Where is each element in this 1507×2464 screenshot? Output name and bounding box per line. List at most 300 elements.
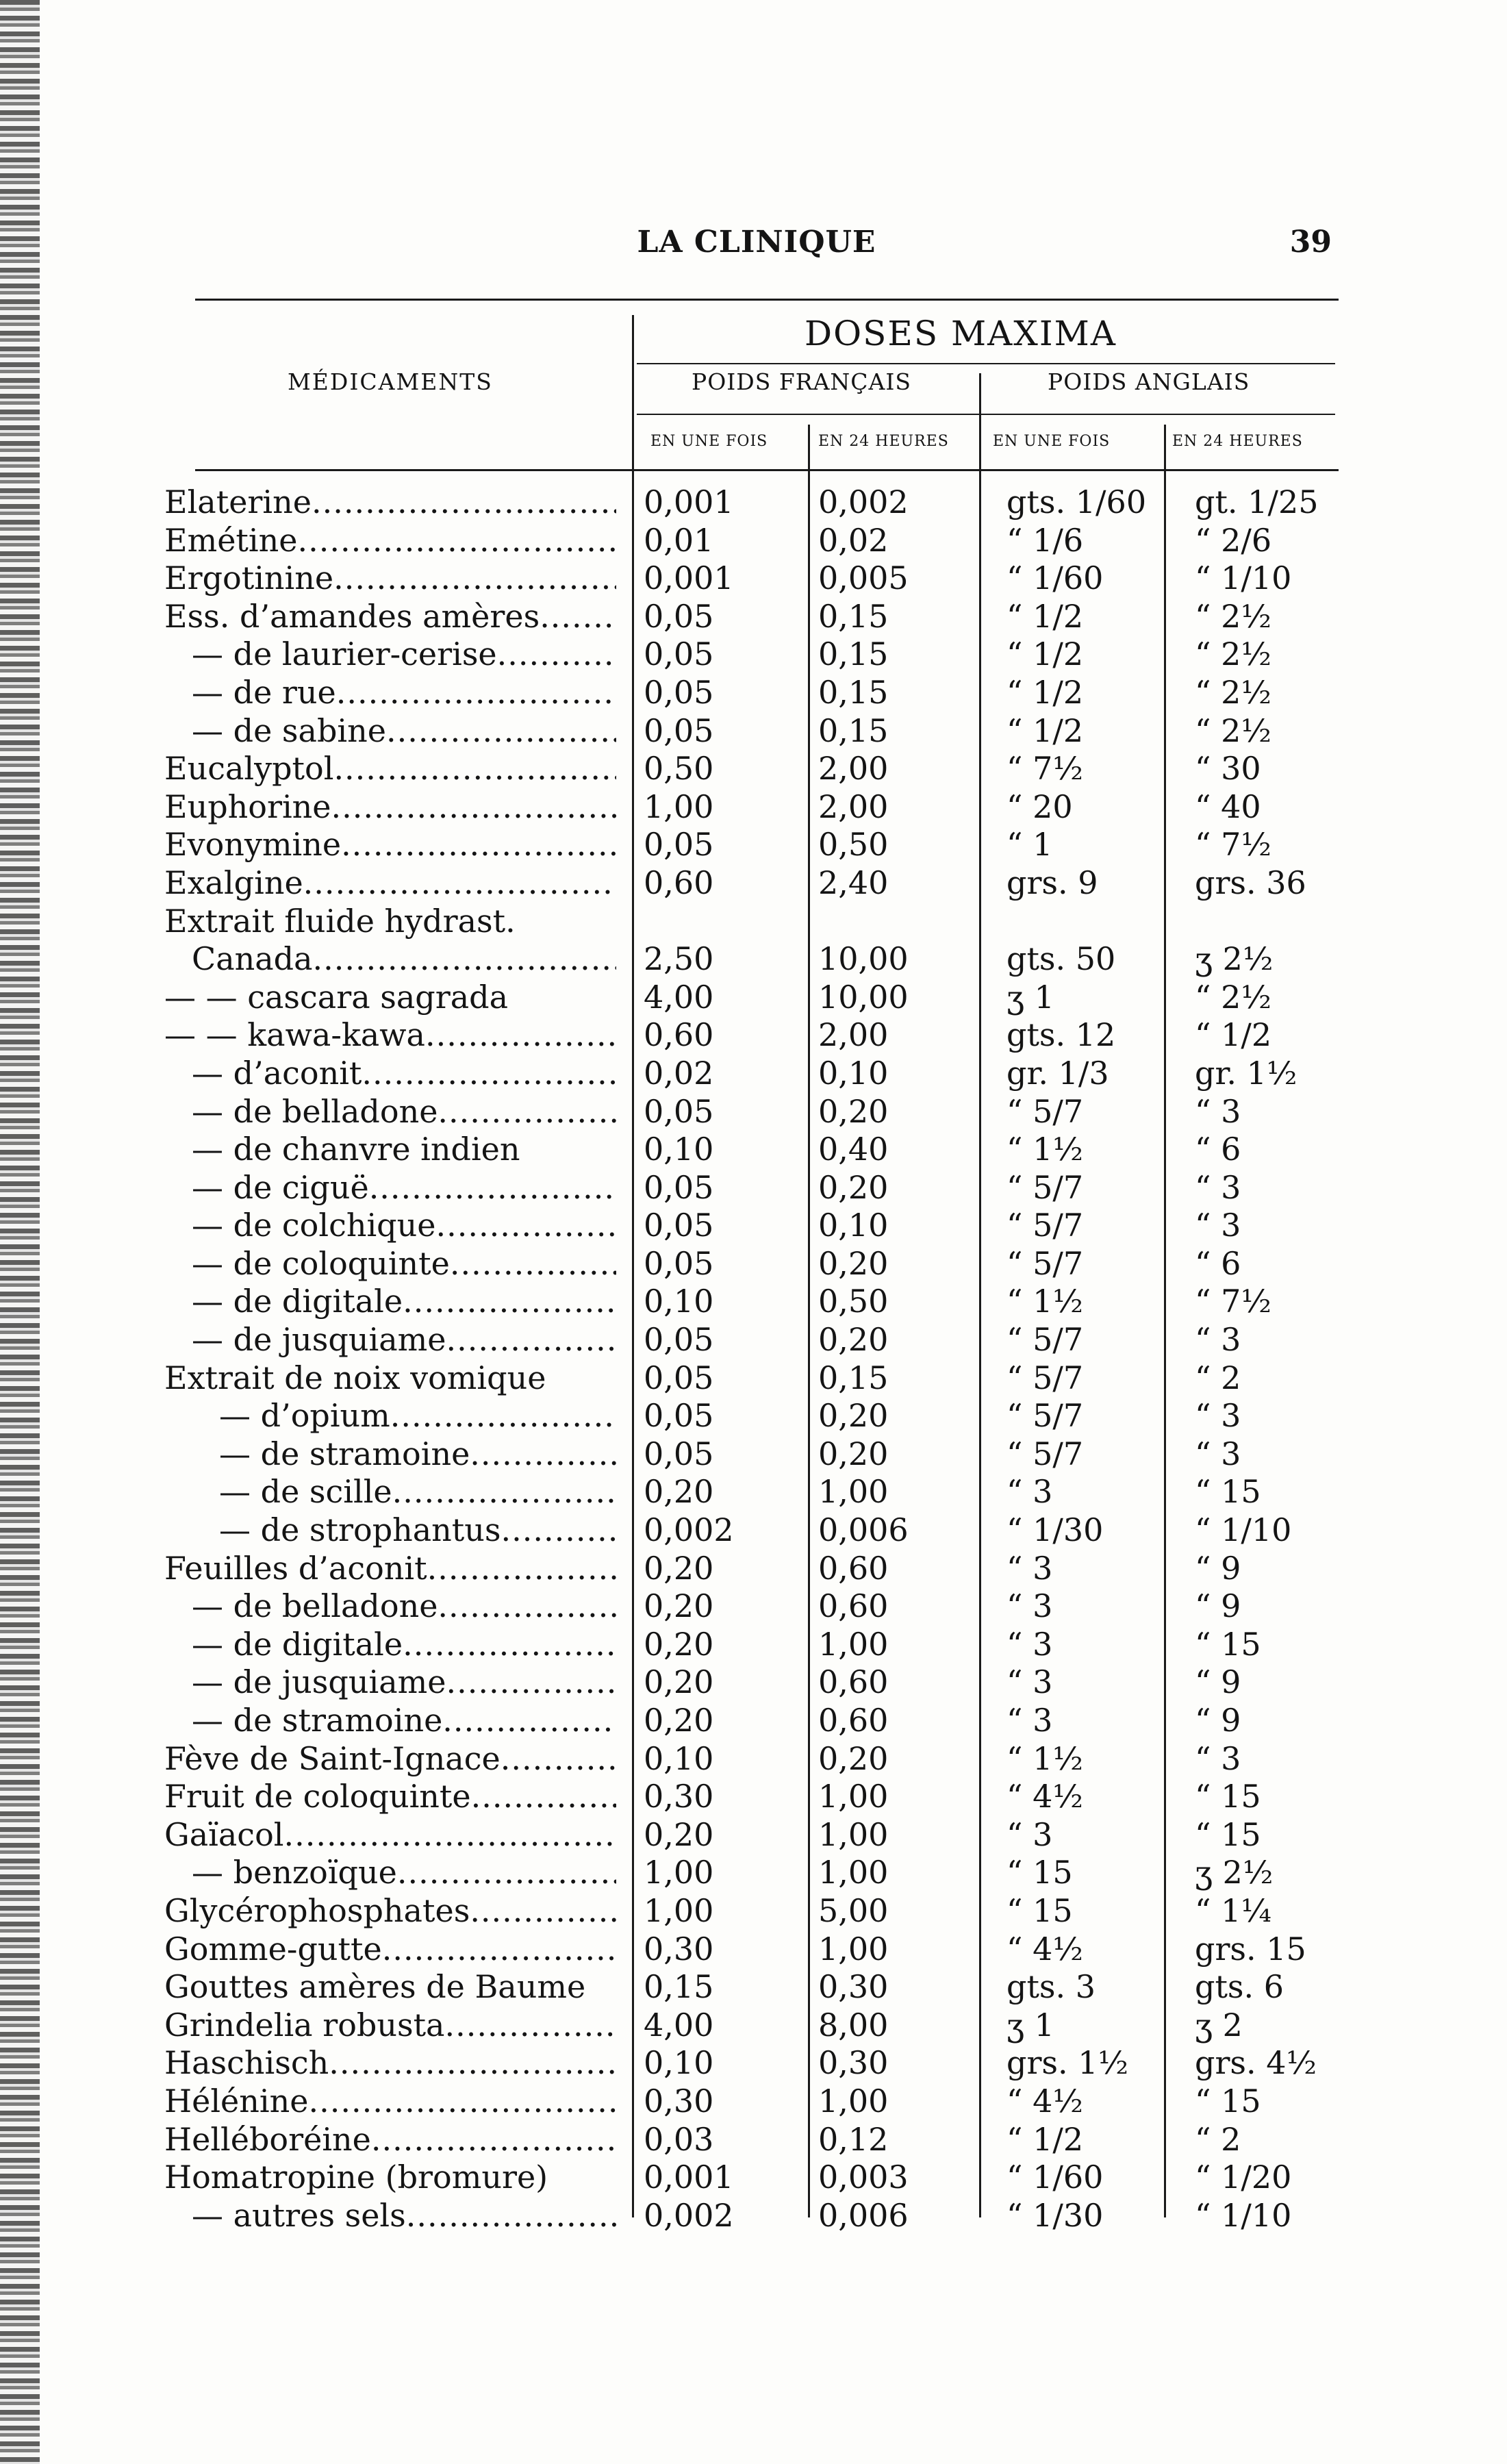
dose-en-24-heures: “ 2/6 xyxy=(1195,521,1272,559)
medicament-name-text: Glycérophosphates xyxy=(164,1891,470,1929)
medicament-name-text: Extrait fluide hydrast. xyxy=(164,902,516,940)
dose-fr-une-fois: 0,30 xyxy=(644,1930,714,1968)
dose-fr-24-heures: 0,60 xyxy=(818,1663,889,1701)
dose-en-une-fois: “ 1½ xyxy=(1006,1739,1083,1777)
dose-fr-une-fois: 0,05 xyxy=(644,673,714,711)
dose-en-24-heures: “ 9 xyxy=(1195,1702,1241,1739)
poids-anglais-heading: POIDS ANGLAIS xyxy=(1048,368,1250,395)
dose-fr-24-heures: 0,20 xyxy=(818,1321,889,1359)
medicament-name-text: Gomme-gutte xyxy=(164,1930,382,1968)
medicament-name xyxy=(164,1587,616,1626)
medicament-name xyxy=(164,1663,616,1702)
dose-fr-24-heures: 0,02 xyxy=(818,521,889,559)
dose-fr-une-fois: 0,05 xyxy=(644,636,714,673)
medicament-name xyxy=(164,1740,616,1778)
dose-en-une-fois: “ 15 xyxy=(1006,1854,1073,1891)
dose-fr-24-heures: 5,00 xyxy=(818,1891,889,1929)
dose-fr-24-heures: 0,15 xyxy=(818,712,889,749)
medicament-name-text: Ergotinine xyxy=(164,560,334,597)
doses-maxima-heading: DOSES MAXIMA xyxy=(805,314,1117,353)
medicament-name-text: Elaterine xyxy=(164,483,312,520)
medicament-name xyxy=(164,1397,616,1435)
table-row xyxy=(164,1016,1342,1055)
dose-en-24-heures: “ 9 xyxy=(1195,1549,1241,1587)
medicament-name-text: Homatropine (bromure) xyxy=(164,2159,548,2196)
dose-fr-24-heures: 0,003 xyxy=(818,2159,909,2196)
medicament-name-text: — de ciguë xyxy=(192,1168,369,1206)
table-row xyxy=(164,2121,1342,2159)
dose-en-24-heures: “ 1¼ xyxy=(1195,1891,1271,1929)
dose-en-une-fois: gr. 1/3 xyxy=(1006,1054,1109,1092)
dose-en-une-fois: “ 5/7 xyxy=(1006,1092,1084,1130)
medicaments-heading: MÉDICAMENTS xyxy=(288,368,493,395)
dose-en-une-fois: “ 5/7 xyxy=(1006,1435,1084,1472)
medicament-name-text: — de sabine xyxy=(192,712,386,749)
dose-fr-une-fois: 0,10 xyxy=(644,2044,714,2082)
dose-en-une-fois: “ 4½ xyxy=(1006,1778,1083,1815)
table-row xyxy=(164,1435,1342,1474)
dose-en-une-fois: “ 1½ xyxy=(1006,1283,1083,1320)
table-row xyxy=(164,1397,1342,1435)
dose-en-24-heures: “ 2½ xyxy=(1195,673,1271,711)
medicament-name xyxy=(164,1626,616,1664)
dose-en-24-heures: “ 15 xyxy=(1195,1778,1261,1815)
dose-en-24-heures: “ 7½ xyxy=(1195,1283,1271,1320)
en-en-une-fois-heading: EN UNE FOIS xyxy=(993,433,1111,450)
dose-en-24-heures: “ 2 xyxy=(1195,1359,1241,1396)
dose-fr-24-heures: 0,12 xyxy=(818,2120,889,2158)
dose-fr-une-fois: 0,10 xyxy=(644,1283,714,1320)
medicament-name xyxy=(164,2044,616,2083)
scan-edge xyxy=(0,0,40,2464)
medicament-name xyxy=(164,1055,616,1093)
dose-fr-24-heures: 1,00 xyxy=(818,1625,889,1663)
dose-en-une-fois: ʒ 1 xyxy=(1006,978,1054,1016)
dose-fr-24-heures: 0,20 xyxy=(818,1168,889,1206)
dose-fr-24-heures: 0,60 xyxy=(818,1587,889,1625)
medicament-name xyxy=(164,1169,616,1207)
medicament-name-text: Haschisch xyxy=(164,2044,329,2082)
medicament-name xyxy=(164,1359,616,1398)
dose-en-une-fois: “ 1/2 xyxy=(1006,636,1084,673)
dose-fr-24-heures: 0,10 xyxy=(818,1054,889,1092)
table-row xyxy=(164,1283,1342,1321)
dose-fr-une-fois: 0,20 xyxy=(644,1702,714,1739)
dose-fr-24-heures: 1,00 xyxy=(818,1473,889,1511)
dose-en-une-fois: “ 1/60 xyxy=(1006,2159,1104,2196)
dose-fr-une-fois: 0,15 xyxy=(644,1968,714,2006)
medicament-name xyxy=(164,2121,616,2159)
table-row xyxy=(164,1892,1342,1931)
dose-en-une-fois: “ 1 xyxy=(1006,826,1053,864)
table-row xyxy=(164,2044,1342,2083)
dose-en-24-heures: grs. 4½ xyxy=(1195,2044,1317,2082)
dose-en-une-fois: “ 5/7 xyxy=(1006,1244,1084,1282)
medicament-name-text: — de coloquinte xyxy=(192,1244,450,1282)
medicament-name xyxy=(164,1816,616,1855)
dose-fr-une-fois: 0,001 xyxy=(644,560,734,597)
medicament-name-text: — de digitale xyxy=(192,1625,403,1663)
medicament-name-text: Euphorine xyxy=(164,788,331,825)
dose-en-24-heures: “ 1/10 xyxy=(1195,560,1292,597)
dose-fr-24-heures: 0,60 xyxy=(818,1549,889,1587)
dose-en-une-fois: “ 1/2 xyxy=(1006,712,1084,749)
dose-en-24-heures: grs. 15 xyxy=(1195,1930,1306,1968)
table-row xyxy=(164,903,1342,941)
dose-en-24-heures: “ 40 xyxy=(1195,788,1261,825)
table-row xyxy=(164,1169,1342,1207)
dose-fr-24-heures: 1,00 xyxy=(818,1930,889,1968)
table-row xyxy=(164,1093,1342,1131)
table-row xyxy=(164,1473,1342,1511)
table-row xyxy=(164,1663,1342,1702)
dose-en-24-heures: “ 2½ xyxy=(1195,636,1271,673)
dose-en-24-heures: “ 3 xyxy=(1195,1739,1241,1777)
medicament-name xyxy=(164,1321,616,1359)
dose-fr-une-fois: 0,05 xyxy=(644,1207,714,1244)
dose-fr-une-fois: 1,00 xyxy=(644,1854,714,1891)
medicament-name-text: — de rue xyxy=(192,673,336,711)
dose-en-24-heures: “ 6 xyxy=(1195,1244,1241,1282)
poids-rule xyxy=(637,414,1335,415)
dose-fr-24-heures: 10,00 xyxy=(818,978,909,1016)
dose-en-24-heures: gts. 6 xyxy=(1195,1968,1284,2006)
dose-fr-une-fois: 0,10 xyxy=(644,1131,714,1168)
dose-en-24-heures: “ 3 xyxy=(1195,1207,1241,1244)
dose-fr-24-heures: 2,40 xyxy=(818,864,889,901)
dose-en-une-fois: “ 3 xyxy=(1006,1815,1053,1853)
dose-en-une-fois: “ 5/7 xyxy=(1006,1168,1084,1206)
dose-fr-une-fois: 0,05 xyxy=(644,1435,714,1472)
medicament-name xyxy=(164,1702,616,1740)
dose-en-24-heures: ʒ 2½ xyxy=(1195,940,1274,978)
table-row xyxy=(164,979,1342,1017)
dose-en-24-heures: gt. 1/25 xyxy=(1195,483,1319,520)
dose-fr-une-fois: 0,001 xyxy=(644,2159,734,2196)
medicament-name-text: — de stramoine xyxy=(219,1435,470,1472)
dose-fr-24-heures: 0,20 xyxy=(818,1397,889,1435)
medicament-name xyxy=(164,636,616,674)
table-row xyxy=(164,2159,1342,2197)
dose-en-une-fois: “ 3 xyxy=(1006,1625,1053,1663)
dose-fr-une-fois: 0,02 xyxy=(644,1054,714,1092)
dose-en-24-heures: “ 1/10 xyxy=(1195,2196,1292,2234)
dose-fr-24-heures: 0,20 xyxy=(818,1435,889,1472)
dose-fr-24-heures: 0,15 xyxy=(818,597,889,635)
dose-fr-une-fois: 0,60 xyxy=(644,1016,714,1054)
dose-fr-24-heures: 0,006 xyxy=(818,1511,909,1549)
dose-en-24-heures: “ 9 xyxy=(1195,1587,1241,1625)
dose-en-une-fois: “ 3 xyxy=(1006,1549,1053,1587)
medicament-name xyxy=(164,522,616,560)
dose-en-une-fois: “ 1/30 xyxy=(1006,2196,1104,2234)
dose-fr-24-heures: 8,00 xyxy=(818,2006,889,2044)
table-row xyxy=(164,674,1342,712)
dose-fr-24-heures: 0,20 xyxy=(818,1739,889,1777)
medicament-name xyxy=(164,788,616,827)
dose-en-24-heures: “ 3 xyxy=(1195,1435,1241,1472)
dose-en-24-heures: “ 1/2 xyxy=(1195,1016,1272,1054)
table-row xyxy=(164,1702,1342,1740)
dose-en-une-fois: “ 1½ xyxy=(1006,1131,1083,1168)
table-row xyxy=(164,864,1342,903)
table-row xyxy=(164,1816,1342,1855)
dose-fr-24-heures: 0,15 xyxy=(818,673,889,711)
table-row xyxy=(164,1550,1342,1588)
table-row xyxy=(164,1931,1342,1969)
table-row xyxy=(164,1968,1342,2007)
medicament-name xyxy=(164,1550,616,1588)
dose-fr-24-heures: 0,60 xyxy=(818,1702,889,1739)
medicament-name-text: — d’aconit xyxy=(192,1054,362,1092)
dose-fr-une-fois: 0,30 xyxy=(644,1778,714,1815)
dose-en-24-heures: “ 3 xyxy=(1195,1397,1241,1435)
medicament-name xyxy=(164,940,616,979)
dose-en-24-heures: “ 15 xyxy=(1195,1473,1261,1511)
dose-en-une-fois: “ 1/2 xyxy=(1006,673,1084,711)
table-row xyxy=(164,750,1342,788)
dose-en-une-fois: “ 3 xyxy=(1006,1473,1053,1511)
dose-fr-24-heures: 0,30 xyxy=(818,1968,889,2006)
dose-en-24-heures: “ 6 xyxy=(1195,1131,1241,1168)
dose-en-une-fois: “ 3 xyxy=(1006,1702,1053,1739)
dose-en-24-heures: “ 1/20 xyxy=(1195,2159,1292,2196)
medicament-name-text: Extrait de noix vomique xyxy=(164,1359,546,1396)
dose-en-une-fois: “ 4½ xyxy=(1006,2082,1083,2120)
dose-fr-24-heures: 1,00 xyxy=(818,2082,889,2120)
dose-fr-24-heures: 1,00 xyxy=(818,1815,889,1853)
dose-fr-24-heures: 2,00 xyxy=(818,788,889,825)
medicament-name-text: — de laurier-cerise xyxy=(192,636,497,673)
dose-en-24-heures: “ 3 xyxy=(1195,1092,1241,1130)
dose-en-une-fois: “ 5/7 xyxy=(1006,1207,1084,1244)
dose-fr-une-fois: 0,20 xyxy=(644,1587,714,1625)
dose-en-24-heures: “ 15 xyxy=(1195,2082,1261,2120)
medicament-name-text: — de chanvre indien xyxy=(192,1131,520,1168)
dose-fr-une-fois: 0,03 xyxy=(644,2120,714,2158)
table-row xyxy=(164,483,1342,522)
medicament-name-text: Feuilles d’aconit xyxy=(164,1549,427,1587)
medicament-name xyxy=(164,560,616,598)
page-header xyxy=(192,225,1332,279)
dose-fr-une-fois: 1,00 xyxy=(644,1891,714,1929)
medicament-name-text: Emétine xyxy=(164,521,298,559)
medicament-name-text: Canada xyxy=(192,940,313,978)
dose-fr-une-fois: 4,00 xyxy=(644,978,714,1016)
dose-fr-une-fois: 2,50 xyxy=(644,940,714,978)
dose-en-une-fois: “ 1/30 xyxy=(1006,1511,1104,1549)
table-row xyxy=(164,1321,1342,1359)
dose-fr-une-fois: 0,002 xyxy=(644,2196,734,2234)
medicament-name-text: — de jusquiame xyxy=(192,1663,446,1701)
dose-fr-24-heures: 0,20 xyxy=(818,1244,889,1282)
medicament-name xyxy=(164,1778,616,1816)
dose-fr-une-fois: 0,30 xyxy=(644,2082,714,2120)
table-row xyxy=(164,940,1342,979)
medicament-name xyxy=(164,598,616,636)
medicament-name xyxy=(164,1283,616,1321)
medicament-name-text: — de belladone xyxy=(192,1587,438,1625)
table-row xyxy=(164,712,1342,751)
dose-fr-24-heures: 0,15 xyxy=(818,1359,889,1396)
table-row xyxy=(164,1359,1342,1398)
dose-en-24-heures: “ 7½ xyxy=(1195,826,1271,864)
medicament-name xyxy=(164,1207,616,1245)
dose-en-une-fois: gts. 50 xyxy=(1006,940,1116,978)
dose-fr-une-fois: 0,05 xyxy=(644,1244,714,1282)
medicament-name xyxy=(164,1511,616,1550)
dose-en-une-fois: “ 1/6 xyxy=(1006,521,1084,559)
dose-fr-24-heures: 2,00 xyxy=(818,1016,889,1054)
dose-en-24-heures: ʒ 2 xyxy=(1195,2006,1243,2044)
table-row xyxy=(164,1626,1342,1664)
medicament-name xyxy=(164,1016,616,1055)
dose-en-une-fois: grs. 9 xyxy=(1006,864,1098,901)
medicament-name-text: — benzoïque xyxy=(192,1854,397,1891)
dose-fr-24-heures: 1,00 xyxy=(818,1778,889,1815)
medicament-name-text: — de stramoine xyxy=(192,1702,443,1739)
medicament-name xyxy=(164,864,616,903)
medicament-name xyxy=(164,1931,616,1969)
header-bottom-rule xyxy=(195,469,1339,471)
medicament-name-text: Gaïacol xyxy=(164,1815,284,1853)
dose-en-une-fois: “ 3 xyxy=(1006,1587,1053,1625)
medicament-name xyxy=(164,1093,616,1131)
dose-en-une-fois: ʒ 1 xyxy=(1006,2006,1054,2044)
dose-fr-une-fois: 0,20 xyxy=(644,1663,714,1701)
fr-en-une-fois-heading: EN UNE FOIS xyxy=(650,433,768,450)
table-row xyxy=(164,1055,1342,1093)
dose-fr-24-heures: 2,00 xyxy=(818,750,889,788)
dose-fr-une-fois: 0,05 xyxy=(644,597,714,635)
dose-fr-24-heures: 0,40 xyxy=(818,1131,889,1168)
table-row xyxy=(164,2083,1342,2121)
dose-en-une-fois: gts. 12 xyxy=(1006,1016,1116,1054)
dose-fr-une-fois: 0,05 xyxy=(644,1321,714,1359)
medicament-name xyxy=(164,1968,616,2007)
top-rule xyxy=(195,299,1339,301)
dose-fr-une-fois: 0,05 xyxy=(644,1397,714,1435)
dose-en-une-fois: “ 7½ xyxy=(1006,750,1083,788)
table-row xyxy=(164,1207,1342,1245)
dose-fr-24-heures: 0,006 xyxy=(818,2196,909,2234)
dose-en-24-heures: “ 3 xyxy=(1195,1168,1241,1206)
running-title: LA CLINIQUE xyxy=(637,225,876,260)
medicament-name xyxy=(164,903,616,941)
dose-fr-une-fois: 0,20 xyxy=(644,1549,714,1587)
en-en-24-heures-heading: EN 24 HEURES xyxy=(1172,433,1303,450)
dose-en-24-heures: “ 2½ xyxy=(1195,712,1271,749)
table-row xyxy=(164,598,1342,636)
dose-en-une-fois: “ 5/7 xyxy=(1006,1359,1084,1396)
table-row xyxy=(164,1587,1342,1626)
medicament-name-text: — autres sels xyxy=(192,2196,406,2234)
medicament-name xyxy=(164,1854,616,1892)
fr-en-24-heures-heading: EN 24 HEURES xyxy=(818,433,949,450)
dose-en-une-fois: “ 4½ xyxy=(1006,1930,1083,1968)
dose-en-une-fois: “ 15 xyxy=(1006,1891,1073,1929)
dose-en-une-fois: “ 1/2 xyxy=(1006,2120,1084,2158)
dose-fr-24-heures: 0,15 xyxy=(818,636,889,673)
dose-en-une-fois: “ 1/60 xyxy=(1006,560,1104,597)
dose-en-une-fois: “ 1/2 xyxy=(1006,597,1084,635)
dose-en-une-fois: grs. 1½ xyxy=(1006,2044,1129,2082)
table-row xyxy=(164,522,1342,560)
medicament-name-text: Exalgine xyxy=(164,864,303,901)
dose-fr-une-fois: 0,50 xyxy=(644,750,714,788)
medicament-name-text: — — kawa-kawa xyxy=(164,1016,425,1054)
dose-en-24-heures: “ 2½ xyxy=(1195,597,1271,635)
dose-en-24-heures: “ 30 xyxy=(1195,750,1261,788)
dose-fr-24-heures: 0,30 xyxy=(818,2044,889,2082)
dose-fr-une-fois: 0,002 xyxy=(644,1511,734,1549)
dose-en-une-fois: “ 5/7 xyxy=(1006,1321,1084,1359)
table-row xyxy=(164,1511,1342,1550)
dose-fr-une-fois: 0,01 xyxy=(644,521,714,559)
dose-en-24-heures: gr. 1½ xyxy=(1195,1054,1297,1092)
dose-fr-une-fois: 0,05 xyxy=(644,1168,714,1206)
medicament-name-text: Helléboréine xyxy=(164,2120,371,2158)
medicament-name xyxy=(164,2007,616,2045)
dose-en-24-heures: “ 15 xyxy=(1195,1815,1261,1853)
medicament-name-text: — de scille xyxy=(219,1473,392,1511)
medicament-name-text: Eucalyptol xyxy=(164,750,334,788)
medicament-name-text: — de colchique xyxy=(192,1207,436,1244)
dose-fr-24-heures: 0,50 xyxy=(818,1283,889,1320)
table-row xyxy=(164,826,1342,864)
dose-en-une-fois: “ 20 xyxy=(1006,788,1073,825)
table-row xyxy=(164,1245,1342,1283)
dose-en-une-fois: gts. 1/60 xyxy=(1006,483,1147,520)
medicament-name xyxy=(164,2197,616,2235)
dose-en-24-heures: ʒ 2½ xyxy=(1195,1854,1274,1891)
dose-fr-une-fois: 0,05 xyxy=(644,1359,714,1396)
medicament-name-text: Grindelia robusta xyxy=(164,2006,445,2044)
medicament-name-text: Ess. d’amandes amères xyxy=(164,597,540,635)
dose-en-24-heures: “ 2 xyxy=(1195,2120,1241,2158)
medicament-name xyxy=(164,1892,616,1931)
table-row xyxy=(164,1854,1342,1892)
medicament-name xyxy=(164,674,616,712)
dose-fr-une-fois: 0,60 xyxy=(644,864,714,901)
medicament-name xyxy=(164,2159,616,2197)
table-row xyxy=(164,788,1342,827)
dose-fr-une-fois: 0,05 xyxy=(644,826,714,864)
dose-en-une-fois: “ 3 xyxy=(1006,1663,1053,1701)
page-number: 39 xyxy=(1289,225,1332,260)
dose-en-24-heures: “ 1/10 xyxy=(1195,1511,1292,1549)
dose-fr-une-fois: 0,001 xyxy=(644,483,734,520)
medicament-name xyxy=(164,979,616,1017)
dose-fr-24-heures: 0,005 xyxy=(818,560,909,597)
dose-en-une-fois: gts. 3 xyxy=(1006,1968,1096,2006)
medicament-name-text: Gouttes amères de Baume xyxy=(164,1968,586,2006)
dose-fr-24-heures: 0,20 xyxy=(818,1092,889,1130)
medicament-name xyxy=(164,1473,616,1511)
dose-en-24-heures: “ 15 xyxy=(1195,1625,1261,1663)
dose-fr-24-heures: 10,00 xyxy=(818,940,909,978)
table-row xyxy=(164,1740,1342,1778)
dose-fr-une-fois: 0,20 xyxy=(644,1625,714,1663)
medicament-name xyxy=(164,712,616,751)
medicament-name xyxy=(164,750,616,788)
dose-fr-24-heures: 0,10 xyxy=(818,1207,889,1244)
medicament-name xyxy=(164,1131,616,1169)
dose-fr-une-fois: 0,05 xyxy=(644,1092,714,1130)
medicament-name-text: Hélénine xyxy=(164,2082,309,2120)
medicament-name-text: — de belladone xyxy=(192,1092,438,1130)
dose-fr-24-heures: 1,00 xyxy=(818,1854,889,1891)
